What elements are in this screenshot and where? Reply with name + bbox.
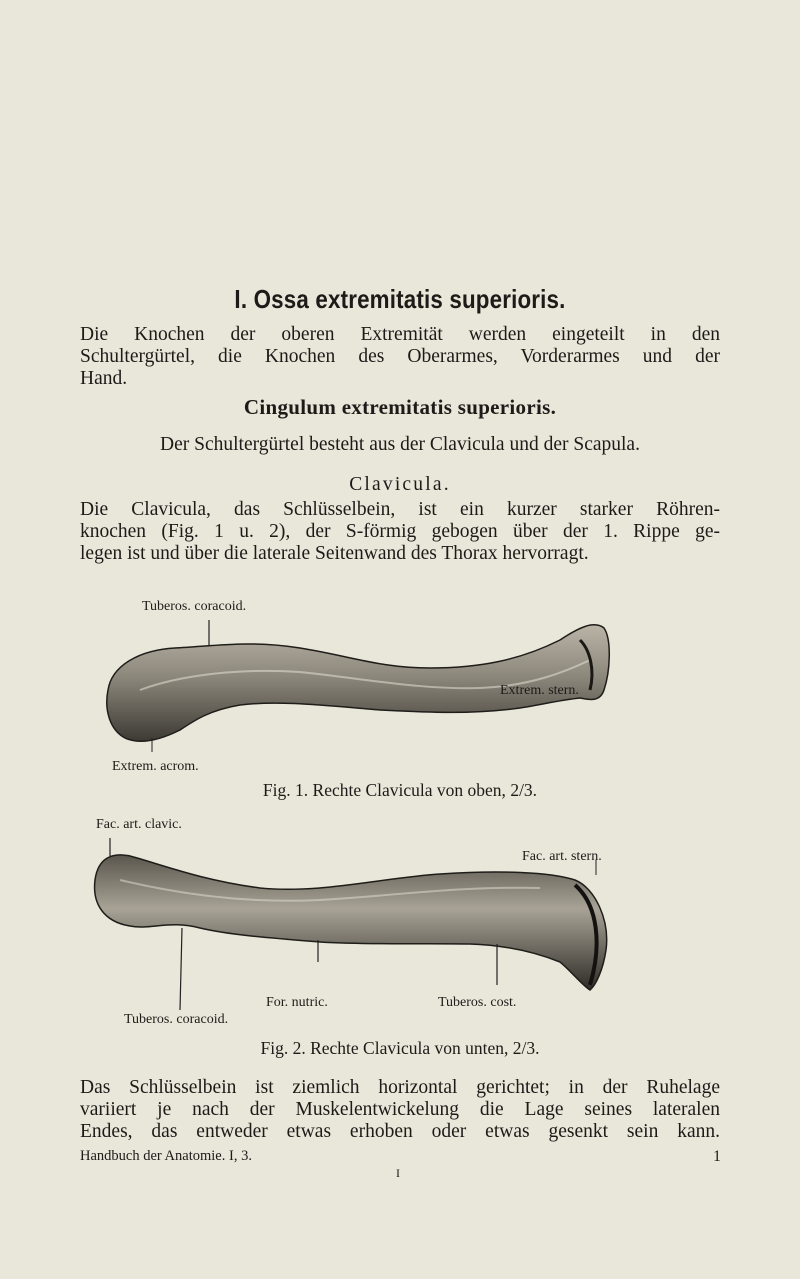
section-text: Der Schultergürtel besteht aus der Clavicula und der Scapula.: [160, 434, 640, 455]
fig2-label-tuberos-coracoid: Tuberos. coracoid.: [124, 1012, 229, 1027]
fig2-label-fac-art-stern: Fac. art. stern.: [522, 849, 602, 864]
fig2-label-fac-art-clavic: Fac. art. clavic.: [96, 817, 182, 832]
text-line: Das Schlüsselbein ist ziemlich horizontal gerichtet; in der Ruhelage: [80, 1077, 720, 1098]
text-line: variiert je nach der Muskelentwickelung die Lage seines lateralen: [80, 1099, 720, 1120]
fig2-caption: [0, 1038, 800, 1059]
text-line: Die Clavicula, das Schlüsselbein, ist ein kurzer starker Röhren-: [80, 499, 720, 520]
page-heading: I. Ossa extremitatis superioris.: [234, 284, 566, 314]
fig1-label-tuberos-coracoid: Tuberos. coracoid.: [142, 599, 247, 614]
subsection-title: Clavicula.: [349, 474, 451, 495]
text-line: Endes, das entweder etwas erhoben oder etwas gesenkt sein kann.: [80, 1121, 720, 1142]
fig2-label-tuberos-cost: Tuberos. cost.: [438, 995, 517, 1010]
fig2-caption-text: Fig. 2. Rechte Clavicula von unten,: [260, 1038, 513, 1058]
text-line: Die Knochen der oberen Extremität werden eingeteilt in den: [80, 324, 720, 345]
section-title: Cingulum extremitatis superioris.: [243, 395, 557, 419]
fig1-caption-text: Fig. 1. Rechte Clavicula von oben,: [262, 780, 511, 800]
signature-mark: I: [396, 1166, 400, 1180]
text-line: Hand.: [80, 368, 128, 389]
text-line: Schultergürtel, die Knochen des Oberarmes, Vorderarmes und der: [80, 346, 720, 367]
fig1-label-extrem-acrom: Extrem. acrom.: [112, 759, 199, 774]
text-line: legen ist und über die laterale Seitenwand des Thorax hervorragt.: [80, 543, 589, 564]
footer-source: Handbuch der Anatomie. I, 3.: [80, 1148, 252, 1164]
fig2-leader-line: [180, 928, 182, 1010]
fig1-caption-scale: 2/3.: [510, 780, 538, 800]
closing-paragraph: [80, 1077, 720, 1143]
page-number: 1: [713, 1148, 721, 1165]
fig2-caption-scale: 2/3.: [512, 1038, 540, 1058]
fig1-label-extrem-stern: Extrem. stern.: [500, 683, 579, 698]
text-line: knochen (Fig. 1 u. 2), der S-förmig gebogen über der 1. Rippe ge-: [80, 521, 720, 542]
fig2-bone-shape: [95, 855, 607, 990]
fig2-label-for-nutric: For. nutric.: [266, 995, 328, 1010]
